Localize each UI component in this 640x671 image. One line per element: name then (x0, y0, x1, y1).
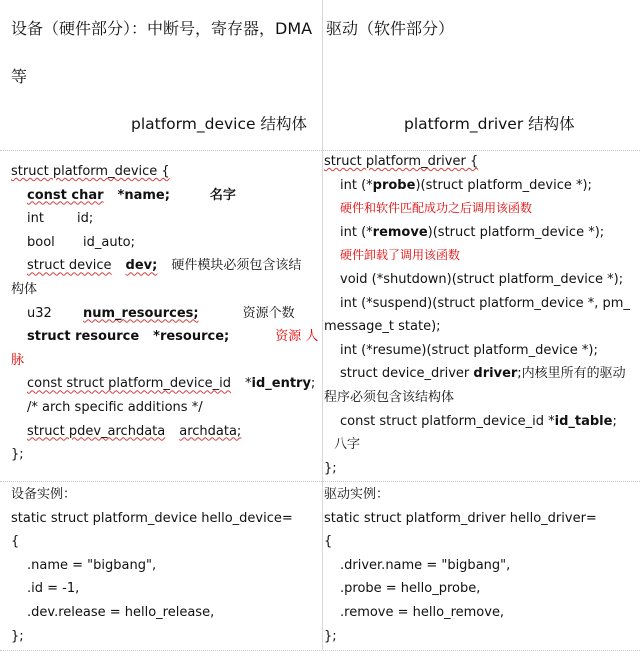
driver-note-wrap: 程序必须包含该结构体 (324, 389, 455, 405)
driver-example-cell (324, 483, 636, 648)
resume-line: int (*resume)(struct platform_device *); (340, 342, 598, 358)
device-example-title: 设备实例： (11, 487, 77, 502)
remove-post: )(struct platform_device *); (427, 224, 605, 240)
column-divider (322, 0, 323, 650)
remove-note: 硬件卸载了调用该函数 (340, 248, 461, 263)
auto-type: bool (27, 234, 55, 250)
driver-example-title: 驱动实例： (324, 487, 390, 502)
num-type: u32 (27, 305, 52, 321)
device-example-cell (11, 483, 317, 648)
name-note: 名字 (209, 187, 236, 203)
device-example-open: { (11, 534, 20, 550)
driver-example-open: { (324, 534, 333, 550)
auto-field: id_auto; (83, 234, 135, 250)
device-title: 设备（硬件部分）：中断号，寄存器，DMA (11, 19, 313, 38)
dev-note: 硬件模块必须包含该结 (171, 258, 302, 274)
num-field: num_resources; (83, 305, 199, 321)
driver-note: ;内核里所有的驱动 (517, 366, 626, 382)
driver-example-close: }; (324, 628, 337, 644)
driver-example-name: .driver.name = "bigbang", (340, 557, 511, 573)
name-field: *name; (117, 187, 170, 203)
suspend-wrap: message_t state); (324, 319, 441, 335)
probe-post: )(struct platform_device *); (415, 177, 592, 193)
device-struct-cell (11, 160, 317, 467)
res-note-wrap: 脉 (11, 352, 25, 368)
device-example-close: }; (11, 628, 24, 644)
driver-header-cell (326, 0, 626, 58)
row-divider-2 (0, 481, 640, 482)
suspend-line: int (*suspend)(struct platform_device *, pm_ (340, 295, 630, 311)
remove-name: remove (372, 224, 428, 240)
dev-field: dev; (125, 258, 158, 274)
driver-struct-open: struct platform_driver { (324, 154, 479, 169)
table-note: 八字 (334, 437, 361, 453)
device-example-id: .id = -1, (27, 581, 80, 597)
driver-type: struct device_driver (340, 366, 474, 382)
driver-field: driver (473, 366, 518, 382)
res-note: 资源 人 (275, 329, 319, 345)
remove-pre: int (* (340, 224, 373, 240)
shutdown-line: void (*shutdown)(struct platform_device *); (340, 271, 624, 287)
name-type: const char (27, 187, 104, 203)
device-example-name: .name = "bigbang", (27, 557, 157, 573)
id-field: id; (77, 211, 94, 227)
driver-struct-close: }; (324, 460, 337, 476)
row-divider-3 (0, 650, 640, 651)
driver-example-decl: static struct platform_driver hello_driver= (324, 510, 597, 526)
driver-example-probe: .probe = hello_probe, (340, 581, 481, 597)
arch-comment: /* arch specific additions */ (27, 399, 203, 415)
device-struct-heading: platform_device 结构体 (131, 115, 307, 133)
device-example-release: .dev.release = hello_release, (27, 604, 215, 620)
dev-type: struct device (27, 258, 112, 274)
id-type: int (27, 211, 44, 227)
probe-name: probe (372, 177, 416, 193)
arch-type: struct pdev_archdata (27, 423, 166, 439)
device-example-decl: static struct platform_device hello_device= (11, 510, 293, 526)
entry-end: ; (310, 376, 316, 392)
table-end: ; (612, 413, 617, 429)
device-struct-open: struct platform_device { (11, 164, 170, 179)
arch-field: archdata; (179, 423, 242, 439)
driver-struct-cell (324, 150, 636, 480)
entry-field: id_entry (251, 376, 311, 392)
entry-type: const struct platform_device_id (27, 376, 231, 392)
driver-struct-heading: platform_driver 结构体 (404, 115, 575, 133)
probe-pre: int (* (340, 177, 373, 193)
driver-title: 驱动（软件部分） (326, 19, 455, 38)
device-struct-close: }; (11, 447, 24, 463)
device-title-wrap: 等 (11, 67, 28, 86)
table-type: const struct platform_device_id * (340, 413, 555, 429)
dev-note-wrap: 构体 (11, 281, 38, 297)
device-header-cell (11, 0, 317, 106)
entry-ptr: * (244, 376, 252, 392)
probe-note: 硬件和软件匹配成功之后调用该函数 (340, 201, 533, 216)
num-note: 资源个数 (242, 305, 295, 321)
driver-example-remove: .remove = hello_remove, (340, 604, 505, 620)
res-type: struct resource (27, 329, 140, 345)
res-field: *resource; (153, 329, 230, 345)
table-field: id_table (554, 413, 613, 429)
